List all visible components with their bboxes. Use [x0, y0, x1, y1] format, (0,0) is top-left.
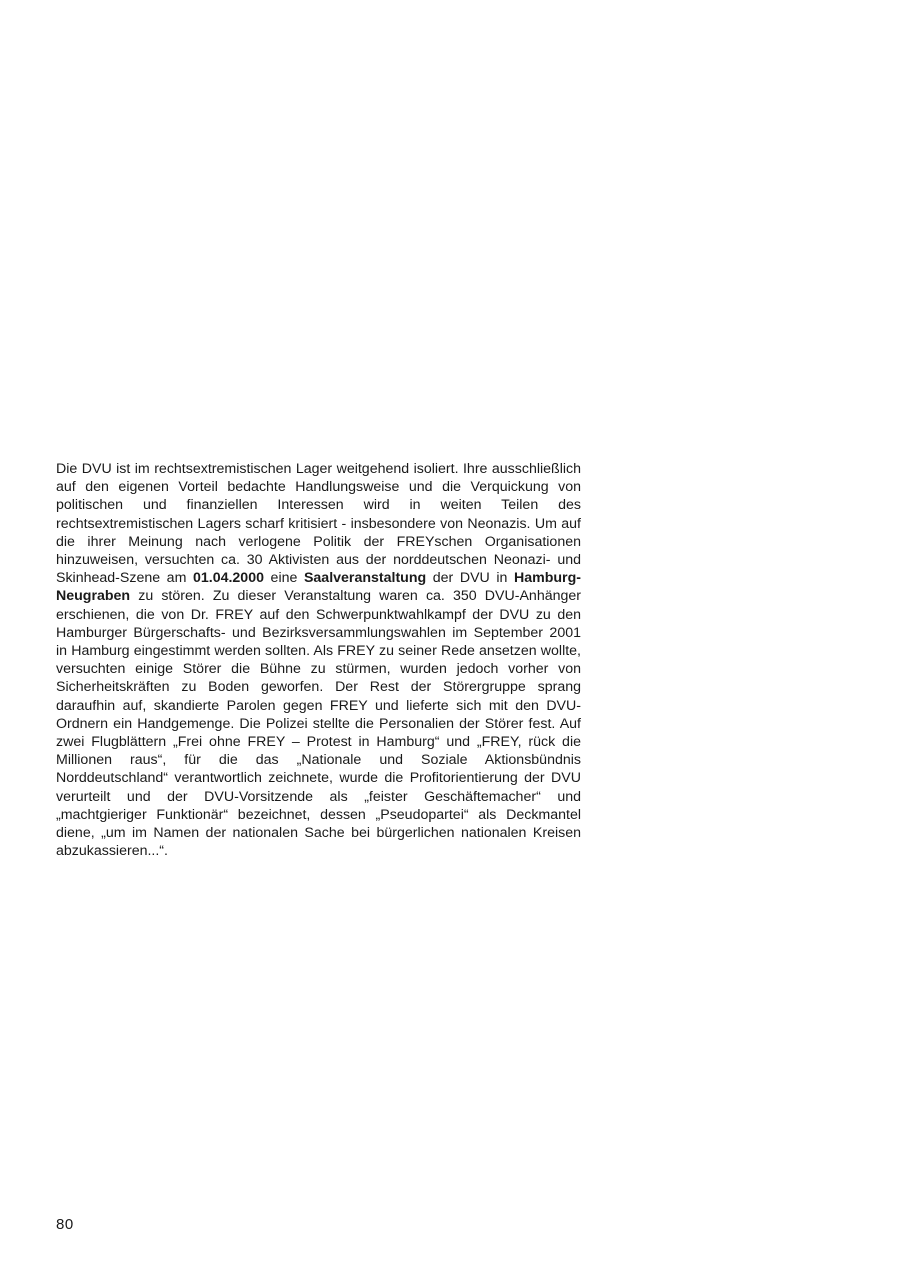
event-type: Saalveranstaltung	[303, 570, 427, 587]
event-date: 01.04.2000	[192, 570, 264, 587]
text-segment: zu stören. Zu dieser Veranstaltung waren ca. 350 DVU-Anhänger erschienen, die von Dr. FREY auf den Schwerpunktwahlkampf der DVU zu den Hamburger Bürgerschafts- und Bezirksversammlungswahlen im September 2001 in Hamburg eingestimmt werden sollten. Als FREY zu seiner Rede ansetzen wollte, versuchten einige Störer die Bühne zu stürmen, wurden jedoch vorher von Sicherheitskräften zu Boden geworfen. Der Rest der Störergruppe sprang daraufhin auf, skandierte Parolen gegen FREY und lieferte sich mit den DVU-Ordnern ein Handgemenge. Die Polizei stellte die Personalien der Störer fest. Auf zwei Flugblättern „Frei ohne FREY – Protest in Hamburg“ und „FREY, rück die Millionen raus“, für die das „Nationale und Soziale Aktionsbündnis Norddeutschland“ verantwortlich zeichnete, wurde die Profitorientierung der DVU verurteilt und der DVU-Vorsitzende als „feister Geschäftemacher“ und „machtgieriger Funktionär“ bezeichnet, dessen „Pseudopartei“ als Deckmantel diene, „um im Namen der nationalen Sache bei bürgerlichen nationalen Kreisen abzukassieren...“.	[56, 588, 581, 860]
text-segment: Die DVU ist im rechtsextremistischen Lager weitgehend isoliert. Ihre ausschließlich auf den eigenen Vorteil bedachte Handlungsweise und die Verquickung von politischen und finanziellen Interessen wird in weiten Teilen des rechtsextremistischen Lagers scharf kritisiert - insbesondere von Neonazis. Um auf die ihrer Meinung nach verlogene Politik der FREYschen Organisationen hinzuweisen, versuchten ca. 30 Aktivisten aus der norddeutschen Neonazi- und Skinhead-Szene am	[56, 461, 581, 587]
body-paragraph	[56, 460, 581, 860]
text-segment: der DVU in	[426, 570, 514, 587]
page-number: 80	[56, 1216, 74, 1233]
event-location: Hamburg-Neugraben	[56, 570, 581, 605]
text-segment: eine	[263, 570, 304, 587]
